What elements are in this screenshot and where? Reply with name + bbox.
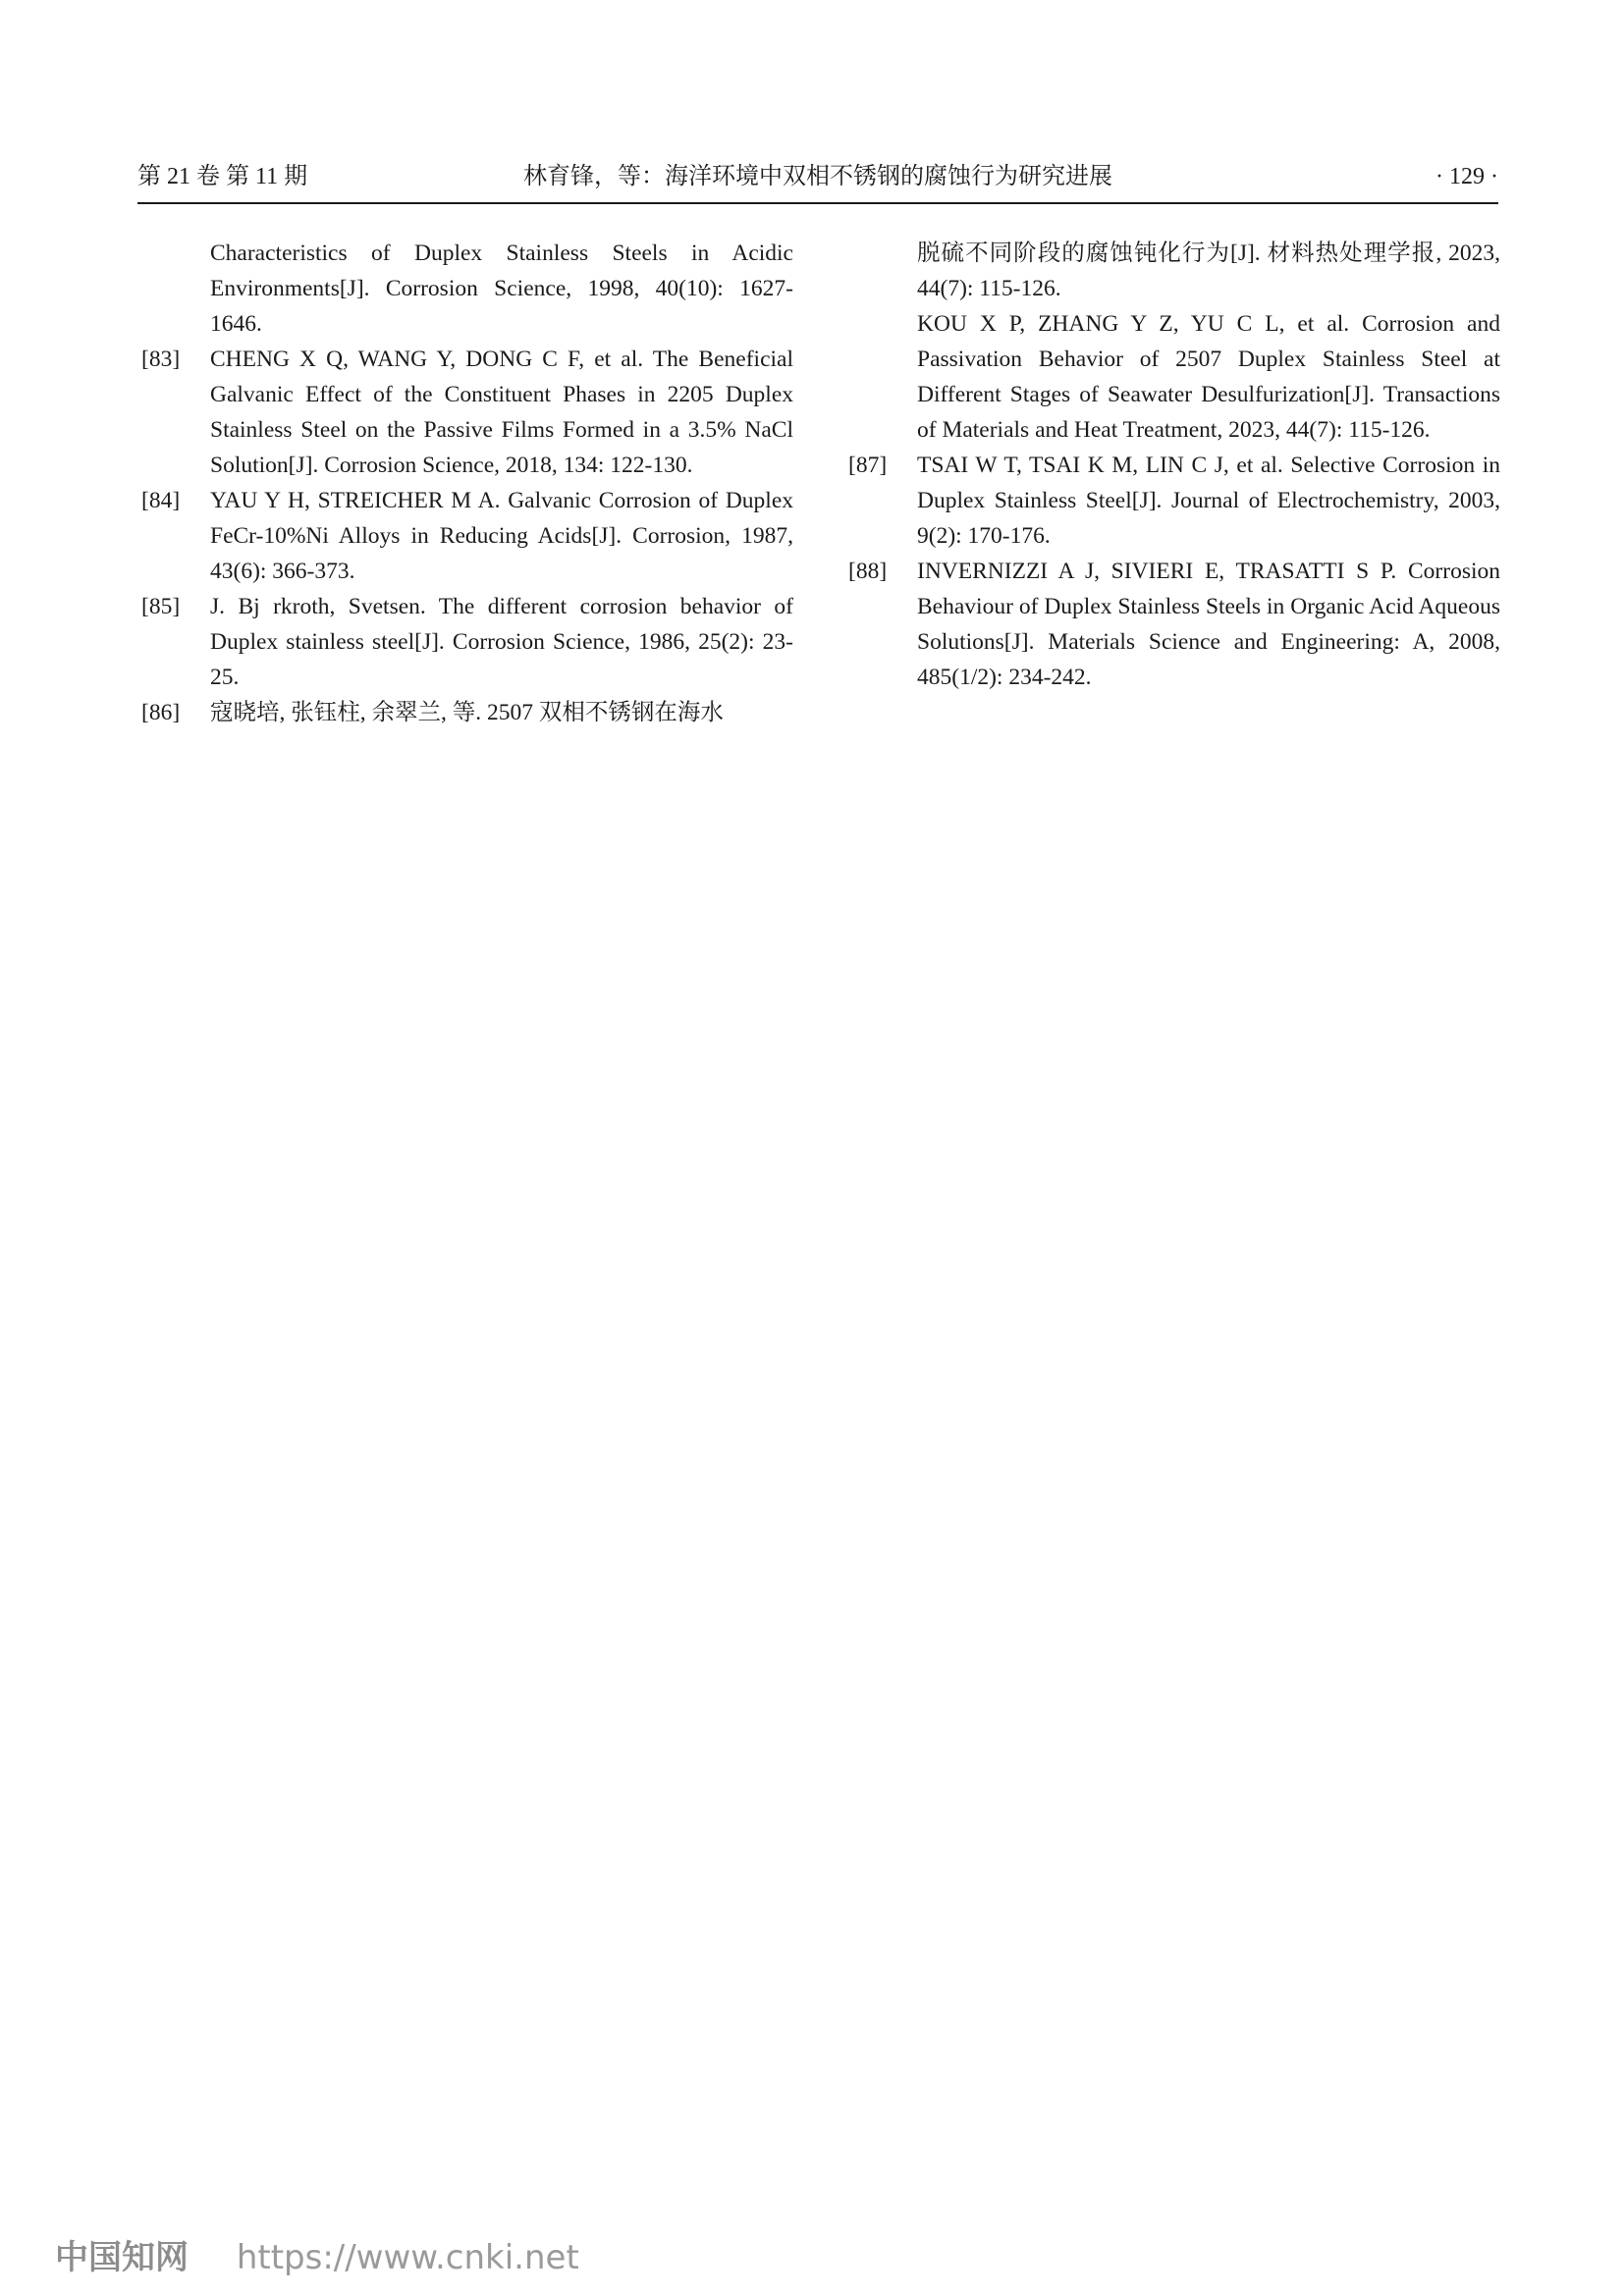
reference-number: [83] (141, 347, 181, 372)
reference-number: [84] (141, 488, 181, 513)
running-title: 林育锋，等：海洋环境中双相不锈钢的腐蚀行为研究进展 (523, 164, 1112, 189)
reference-entry (844, 306, 1500, 448)
reference-entry (137, 236, 793, 342)
journal-issue: 第 21 卷 第 11 期 (137, 164, 308, 189)
reference-entry (844, 236, 1500, 306)
reference-number: [88] (848, 559, 888, 584)
reference-text: TSAI W T, TSAI K M, LIN C J, et al. Selective Corrosion in Duplex Stainless Steel[J]. Journal of Electrochemistry, 2003, 9(2): 170-176. (917, 453, 1500, 549)
reference-text: 寇晓培, 张钰柱, 余翠兰, 等. 2507 双相不锈钢在海水 (210, 700, 724, 725)
watermark-url: https://www.cnki.net (236, 2238, 579, 2277)
reference-text: CHENG X Q, WANG Y, DONG C F, et al. The Beneficial Galvanic Effect of the Constituent Phases in 2205 Duplex Stainless Steel on the Passive Films Formed in a 3.5% NaCl Solution[J]. Corrosion Science, 2018, 134: 122-130. (210, 347, 793, 478)
left-reference-column (137, 236, 793, 730)
reference-text: Characteristics of Duplex Stainless Steels in Acidic Environments[J]. Corrosion Science, 1998, 40(10): 1627-1646. (210, 240, 793, 337)
running-header (137, 157, 1498, 196)
right-reference-column (844, 236, 1500, 695)
page-number: · 129 · (1435, 164, 1498, 189)
reference-entry (137, 342, 793, 483)
reference-text: INVERNIZZI A J, SIVIERI E, TRASATTI S P. Corrosion Behaviour of Duplex Stainless Steels in Organic Acid Aqueous Solutions[J]. Materials Science and Engineering: A, 2008, 485(1/2): 234-242. (917, 559, 1500, 690)
reference-entry (844, 448, 1500, 554)
reference-number: [85] (141, 594, 181, 619)
watermark-brand: 中国知网 (55, 2238, 189, 2277)
reference-text: 脱硫不同阶段的腐蚀钝化行为[J]. 材料热处理学报, 2023, 44(7): 115-126. (917, 240, 1500, 301)
reference-text: J. Bj rkroth, Svetsen. The different corrosion behavior of Duplex stainless steel[J]. Corrosion Science, 1986, 25(2): 23-25. (210, 594, 793, 690)
reference-entry (844, 554, 1500, 695)
reference-text: YAU Y H, STREICHER M A. Galvanic Corrosion of Duplex FeCr-10%Ni Alloys in Reducing Acids[J]. Corrosion, 1987, 43(6): 366-373. (210, 488, 793, 584)
reference-entry (137, 589, 793, 695)
reference-text: KOU X P, ZHANG Y Z, YU C L, et al. Corrosion and Passivation Behavior of 2507 Duplex Stainless Steel at Different Stages of Seawater Desulfurization[J]. Transactions of Materials and Heat Treatment, 2023, 44(7): 115-126. (917, 311, 1500, 443)
reference-entry (137, 483, 793, 589)
cnki-watermark (55, 2233, 579, 2282)
reference-number: [86] (141, 700, 181, 725)
header-divider (137, 202, 1498, 204)
reference-number: [87] (848, 453, 888, 478)
reference-entry (137, 695, 793, 730)
